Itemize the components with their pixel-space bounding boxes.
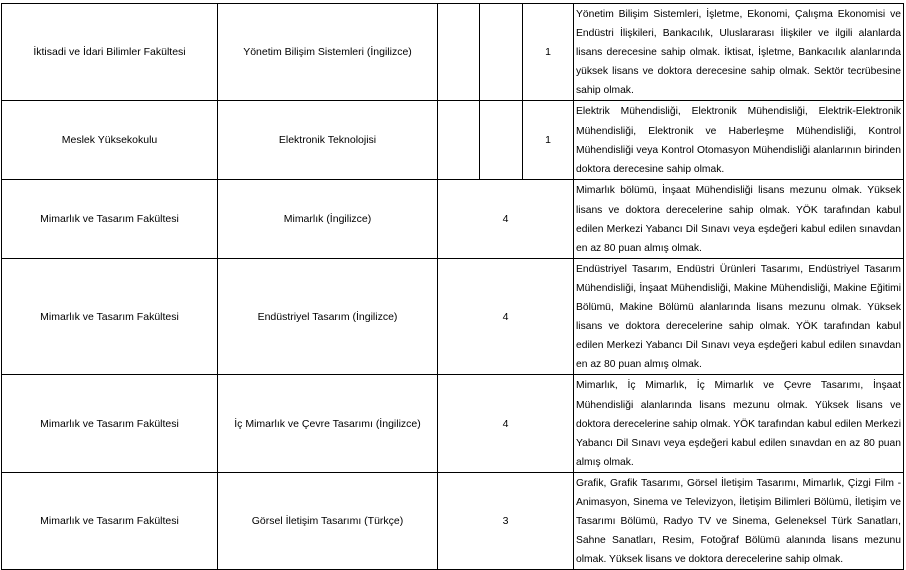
requirements-cell: Yönetim Bilişim Sistemleri, İşletme, Ekonomi, Çalışma Ekonomisi ve Endüstri İlişkileri, Bankacılık, Uluslararası İlişkiler ve ilgili alanlarda lisans derecesine sahip olmak. İktisat, İşletme, Bankacılık alanlarında yüksek lisans ve doktora derecesine sahip olmak. Sektör tecrübesine sahip olmak.: [574, 4, 904, 101]
quota-cell: 3: [438, 472, 574, 569]
faculty-cell: Mimarlık ve Tasarım Fakültesi: [2, 472, 218, 569]
program-cell: İç Mimarlık ve Çevre Tasarımı (İngilizce): [218, 375, 438, 472]
requirements-cell: Grafik, Grafik Tasarımı, Görsel İletişim Tasarımı, Mimarlık, Çizgi Film -Animasyon, Sinema ve Televizyon, İletişim Bilimleri Bölümü, İletişim ve Tasarımı Bölümü, Radyo TV ve Sinema, Geleneksel Türk Sanatları, Sahne Sanatları, Resim, Fotoğraf Bölümü alanında lisans mezunu olmak. Yüksek lisans ve doktora derecelerine sahip olmak.: [574, 472, 904, 569]
faculty-cell: Mimarlık ve Tasarım Fakültesi: [2, 258, 218, 375]
table-row: [2, 258, 904, 375]
quota-cell: 4: [438, 258, 574, 375]
quota-cell: 4: [438, 180, 574, 258]
program-cell: Yönetim Bilişim Sistemleri (İngilizce): [218, 4, 438, 101]
table-row: [2, 375, 904, 472]
faculty-cell: Mimarlık ve Tasarım Fakültesi: [2, 375, 218, 472]
quota-cell: 1: [523, 101, 574, 180]
faculty-cell: Mimarlık ve Tasarım Fakültesi: [2, 180, 218, 258]
empty-cell: [480, 4, 523, 101]
quota-cell: 1: [523, 4, 574, 101]
requirements-cell: Endüstriyel Tasarım, Endüstri Ürünleri Tasarımı, Endüstriyel Tasarım Mühendisliği, İnşaat Mühendisliği, Makine Mühendisliği, Makine Eğitimi Bölümü, Makine Bölümü alanlarında lisans mezunu olmak. Yüksek lisans ve doktora derecelerine sahip olmak. YÖK tarafından kabul edilen Merkezi Yabancı Dil Sınavı veya eşdeğeri kabul edilen sınavdan en az 80 puan almış olmak.: [574, 258, 904, 375]
table-row: [2, 4, 904, 101]
table-row: [2, 180, 904, 258]
empty-cell: [480, 101, 523, 180]
faculty-cell: İktisadi ve İdari Bilimler Fakültesi: [2, 4, 218, 101]
table-row: [2, 101, 904, 180]
quota-cell: 4: [438, 375, 574, 472]
faculty-positions-table: [1, 3, 904, 570]
table-row: [2, 472, 904, 569]
program-cell: Endüstriyel Tasarım (İngilizce): [218, 258, 438, 375]
program-cell: Görsel İletişim Tasarımı (Türkçe): [218, 472, 438, 569]
program-cell: Elektronik Teknolojisi: [218, 101, 438, 180]
empty-cell: [438, 4, 480, 101]
requirements-cell: Mimarlık bölümü, İnşaat Mühendisliği lisans mezunu olmak. Yüksek lisans ve doktora derecelerine sahip olmak. YÖK tarafından kabul edilen Merkezi Yabancı Dil Sınavı veya eşdeğeri kabul edilen sınavdan en az 80 puan almış olmak.: [574, 180, 904, 258]
requirements-cell: Elektrik Mühendisliği, Elektronik Mühendisliği, Elektrik-Elektronik Mühendisliği, Elektronik ve Haberleşme Mühendisliği, Kontrol Mühendisliği veya Kontrol Otomasyon Mühendisliği alanlarının birinden doktora derecesine sahip olmak.: [574, 101, 904, 180]
empty-cell: [438, 101, 480, 180]
program-cell: Mimarlık (İngilizce): [218, 180, 438, 258]
faculty-cell: Meslek Yüksekokulu: [2, 101, 218, 180]
requirements-cell: Mimarlık, İç Mimarlık, İç Mimarlık ve Çevre Tasarımı, İnşaat Mühendisliği alanlarında lisans mezunu olmak. Yüksek lisans ve doktora derecelerine sahip olmak. YÖK tarafından kabul edilen Merkezi Yabancı Dil Sınavı veya eşdeğeri kabul edilen sınavdan en az 80 puan almış olmak.: [574, 375, 904, 472]
